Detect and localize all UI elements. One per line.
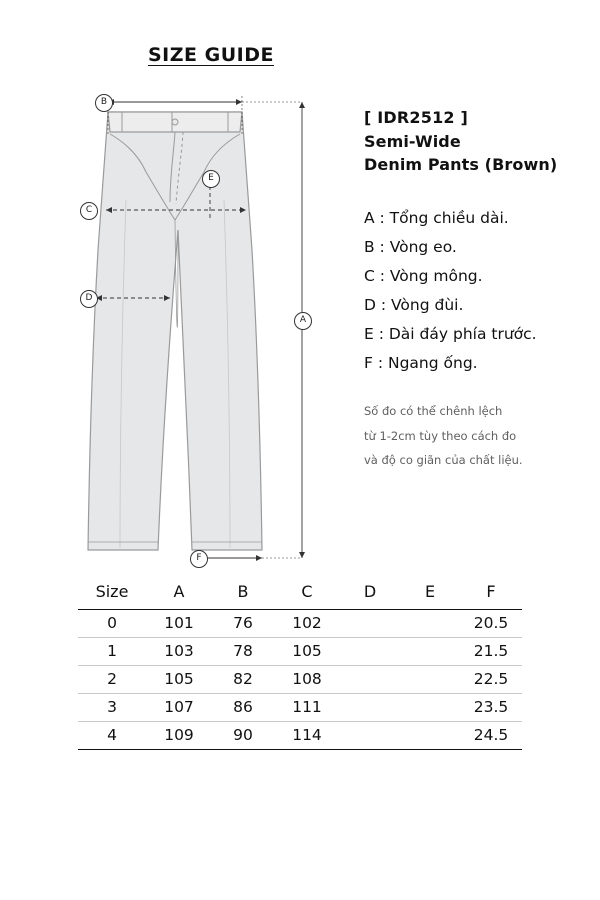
product-info bbox=[364, 108, 590, 472]
cell-b: 86 bbox=[233, 698, 253, 716]
col-header-c: C bbox=[301, 582, 313, 601]
waist-button bbox=[172, 119, 178, 125]
size-table-body bbox=[78, 610, 522, 750]
dim-label-b: B bbox=[95, 94, 113, 112]
cell-e bbox=[400, 610, 460, 638]
pants-body bbox=[88, 112, 262, 550]
cell-d bbox=[340, 610, 400, 638]
note-line-2: từ 1-2cm tùy theo cách đo bbox=[364, 428, 517, 443]
product-name-line1: Semi-Wide bbox=[364, 132, 461, 151]
col-header-b: B bbox=[237, 582, 249, 601]
size-table bbox=[78, 578, 522, 750]
legend-item-a: A : Tổng chiều dài. bbox=[364, 209, 509, 228]
note-line-1: Số đo có thể chênh lệch bbox=[364, 404, 503, 419]
cell-d bbox=[340, 694, 400, 722]
cell-b: 90 bbox=[233, 726, 253, 744]
cell-d bbox=[340, 722, 400, 750]
cell-b: 78 bbox=[233, 642, 253, 660]
legend-item-f: F : Ngang ống. bbox=[364, 353, 478, 372]
note-line-3: và độ co giãn của chất liệu. bbox=[364, 452, 523, 467]
cell-size: 2 bbox=[107, 670, 117, 688]
col-header-a: A bbox=[173, 582, 185, 601]
cell-a: 103 bbox=[164, 642, 194, 660]
measurement-note bbox=[364, 399, 590, 471]
measurement-legend bbox=[364, 204, 590, 377]
cell-b: 76 bbox=[233, 614, 253, 632]
page-title: SIZE GUIDE bbox=[148, 44, 274, 66]
cell-e bbox=[400, 638, 460, 666]
cell-e bbox=[400, 722, 460, 750]
col-header-size: Size bbox=[95, 582, 129, 601]
cell-d bbox=[340, 638, 400, 666]
table-row bbox=[78, 694, 522, 722]
cell-a: 101 bbox=[164, 614, 194, 632]
cell-b: 82 bbox=[233, 670, 253, 688]
cell-f: 23.5 bbox=[473, 698, 509, 716]
dim-label-f: F bbox=[190, 550, 208, 568]
cell-a: 107 bbox=[164, 698, 194, 716]
cell-c: 111 bbox=[292, 698, 322, 716]
col-header-f: F bbox=[486, 582, 496, 601]
legend-item-b: B : Vòng eo. bbox=[364, 238, 457, 257]
legend-item-d: D : Vòng đùi. bbox=[364, 295, 464, 314]
col-header-e: E bbox=[424, 582, 436, 601]
cell-e bbox=[400, 666, 460, 694]
dim-label-c: C bbox=[80, 202, 98, 220]
legend-item-e: E : Dài đáy phía trước. bbox=[364, 324, 537, 343]
cell-d bbox=[340, 666, 400, 694]
cell-size: 1 bbox=[107, 642, 117, 660]
cell-a: 109 bbox=[164, 726, 194, 744]
table-row bbox=[78, 666, 522, 694]
dim-label-d: D bbox=[80, 290, 98, 308]
pants-illustration bbox=[70, 80, 350, 580]
cell-c: 114 bbox=[292, 726, 322, 744]
cell-e bbox=[400, 694, 460, 722]
cell-f: 22.5 bbox=[473, 670, 509, 688]
table-row bbox=[78, 638, 522, 666]
cell-size: 3 bbox=[107, 698, 117, 716]
cell-c: 105 bbox=[292, 642, 322, 660]
product-name-line2: Denim Pants (Brown) bbox=[364, 154, 558, 174]
cell-c: 102 bbox=[292, 614, 322, 632]
cell-size: 4 bbox=[107, 726, 117, 744]
cell-f: 21.5 bbox=[473, 642, 509, 660]
table-row bbox=[78, 722, 522, 750]
cell-f: 24.5 bbox=[473, 726, 509, 744]
cell-c: 108 bbox=[292, 670, 322, 688]
table-header-row bbox=[78, 578, 522, 610]
dim-label-a: A bbox=[294, 312, 312, 330]
size-diagram bbox=[70, 80, 350, 580]
table-row bbox=[78, 610, 522, 638]
col-header-d: D bbox=[363, 582, 377, 601]
legend-item-c: C : Vòng mông. bbox=[364, 267, 483, 286]
dim-label-e: E bbox=[202, 170, 220, 188]
cell-a: 105 bbox=[164, 670, 194, 688]
pants-shape bbox=[88, 112, 262, 550]
cell-size: 0 bbox=[107, 614, 117, 632]
size-table-head bbox=[78, 578, 522, 610]
product-code: [ IDR2512 ] bbox=[364, 108, 469, 127]
cell-f: 20.5 bbox=[473, 614, 509, 632]
